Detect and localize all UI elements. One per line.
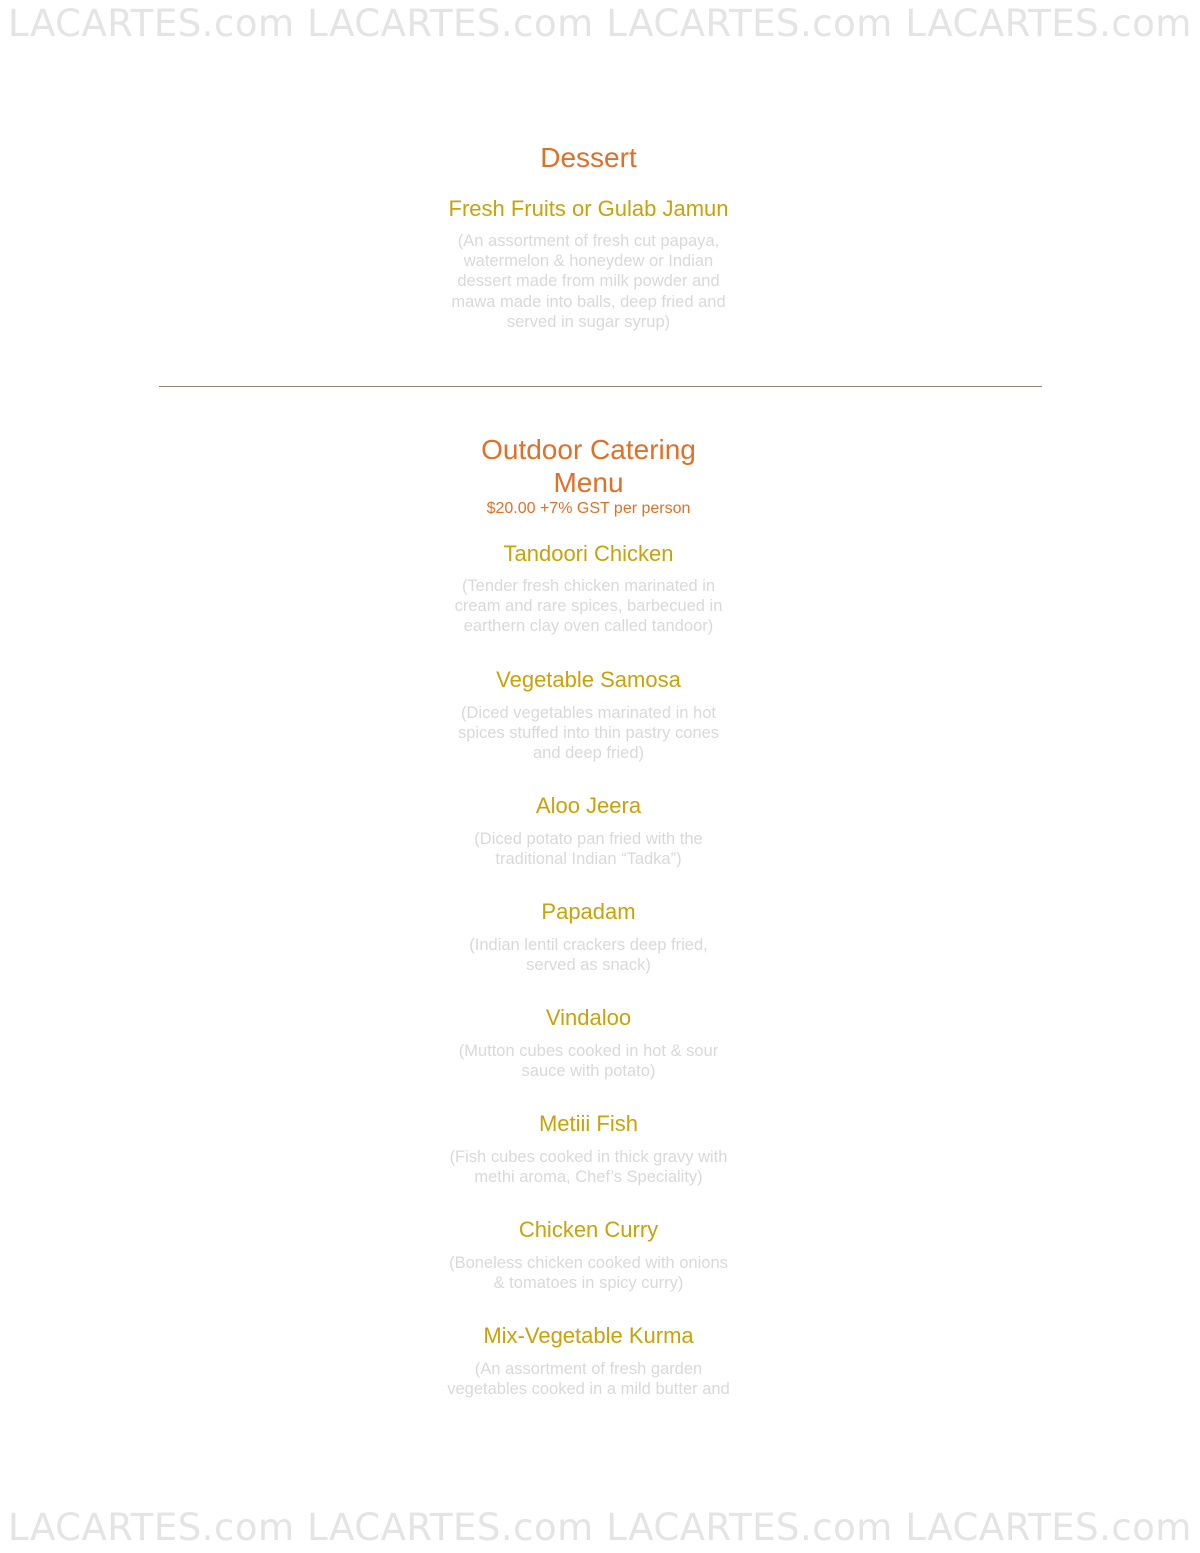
menu-item-papadam bbox=[0, 898, 1177, 926]
watermark-text: LACARTES.com bbox=[606, 2, 893, 45]
item-description bbox=[0, 829, 1177, 869]
item-description bbox=[0, 576, 1177, 637]
desc-line: sauce with potato) bbox=[521, 1062, 656, 1081]
watermark-bottom bbox=[0, 1506, 1200, 1549]
menu-item-tandoori-chicken bbox=[0, 540, 1177, 568]
desc-line: served as snack) bbox=[526, 956, 651, 975]
watermark-text: LACARTES.com bbox=[905, 2, 1192, 45]
item-name: Mix-Vegetable Kurma bbox=[483, 1323, 694, 1348]
desc-line: (Indian lentil crackers deep fried, bbox=[469, 936, 708, 954]
desc-line: watermelon & honeydew or Indian bbox=[463, 252, 714, 271]
desc-line: vegetables cooked in a mild butter and bbox=[447, 1380, 730, 1399]
desc-line: (Boneless chicken cooked with onions bbox=[449, 1254, 728, 1272]
watermark-text: LACARTES.com bbox=[606, 1506, 893, 1549]
watermark-text: LACARTES.com bbox=[307, 1506, 594, 1549]
desc-line: cream and rare spices, barbecued in bbox=[454, 597, 723, 616]
desc-line: earthern clay oven called tandoor) bbox=[463, 617, 714, 636]
item-name: Tandoori Chicken bbox=[503, 541, 674, 566]
menu-item-aloo-jeera bbox=[0, 792, 1177, 820]
watermark-text: LACARTES.com bbox=[8, 2, 295, 45]
watermark-text: LACARTES.com bbox=[307, 2, 594, 45]
item-description bbox=[0, 703, 1177, 764]
item-description bbox=[0, 1253, 1177, 1293]
section-divider bbox=[159, 386, 1042, 387]
desc-line: dessert made from milk powder and bbox=[457, 272, 720, 291]
desc-line: methi aroma, Chef’s Speciality) bbox=[474, 1168, 703, 1187]
dessert-title: Dessert bbox=[540, 142, 637, 173]
catering-price: $20.00 +7% GST per person bbox=[486, 500, 691, 517]
item-name: Aloo Jeera bbox=[535, 793, 642, 818]
catering-header bbox=[0, 433, 1177, 519]
menu-item-vegetable-samosa bbox=[0, 666, 1177, 694]
desc-line: served in sugar syrup) bbox=[506, 312, 671, 331]
desc-line: (An assortment of fresh cut papaya, bbox=[457, 232, 720, 250]
item-name: Chicken Curry bbox=[518, 1217, 659, 1242]
desc-line: (Tender fresh chicken marinated in bbox=[461, 577, 716, 595]
item-name: Vegetable Samosa bbox=[496, 667, 681, 692]
desc-line: (Mutton cubes cooked in hot & sour bbox=[458, 1042, 719, 1060]
watermark-text: LACARTES.com bbox=[8, 1506, 295, 1549]
desc-line: (Fish cubes cooked in thick gravy with bbox=[449, 1148, 728, 1166]
dessert-section bbox=[0, 141, 1177, 174]
watermark-text: LACARTES.com bbox=[905, 1506, 1192, 1549]
desc-line: (Diced vegetables marinated in hot bbox=[461, 704, 716, 722]
item-description bbox=[0, 1359, 1177, 1399]
catering-title-line: Menu bbox=[553, 467, 624, 498]
item-name: Papadam bbox=[541, 899, 636, 924]
desc-line: mawa made into balls, deep fried and bbox=[451, 292, 726, 311]
desc-line: and deep fried) bbox=[533, 744, 644, 763]
desc-line: spices stuffed into thin pastry cones bbox=[457, 724, 720, 743]
menu-item-chicken-curry bbox=[0, 1216, 1177, 1244]
watermark-top bbox=[0, 2, 1200, 45]
catering-title-line: Outdoor Catering bbox=[481, 434, 696, 465]
item-name: Fresh Fruits or Gulab Jamun bbox=[448, 196, 729, 221]
desc-line: (Diced potato pan fried with the bbox=[474, 830, 703, 848]
item-description bbox=[0, 1147, 1177, 1187]
item-description bbox=[0, 935, 1177, 975]
item-description bbox=[0, 1041, 1177, 1081]
item-description bbox=[0, 231, 1177, 332]
item-name: Vindaloo bbox=[545, 1005, 632, 1030]
item-name: Metiii Fish bbox=[538, 1111, 638, 1136]
desc-line: (An assortment of fresh garden bbox=[474, 1360, 703, 1378]
desc-line: traditional Indian “Tadka”) bbox=[495, 850, 682, 869]
menu-item-metiii-fish bbox=[0, 1110, 1177, 1138]
menu-item-fresh-fruits bbox=[0, 195, 1177, 223]
desc-line: & tomatoes in spicy curry) bbox=[493, 1274, 684, 1293]
menu-item-mix-vegetable-kurma bbox=[0, 1322, 1177, 1350]
menu-item-vindaloo bbox=[0, 1004, 1177, 1032]
